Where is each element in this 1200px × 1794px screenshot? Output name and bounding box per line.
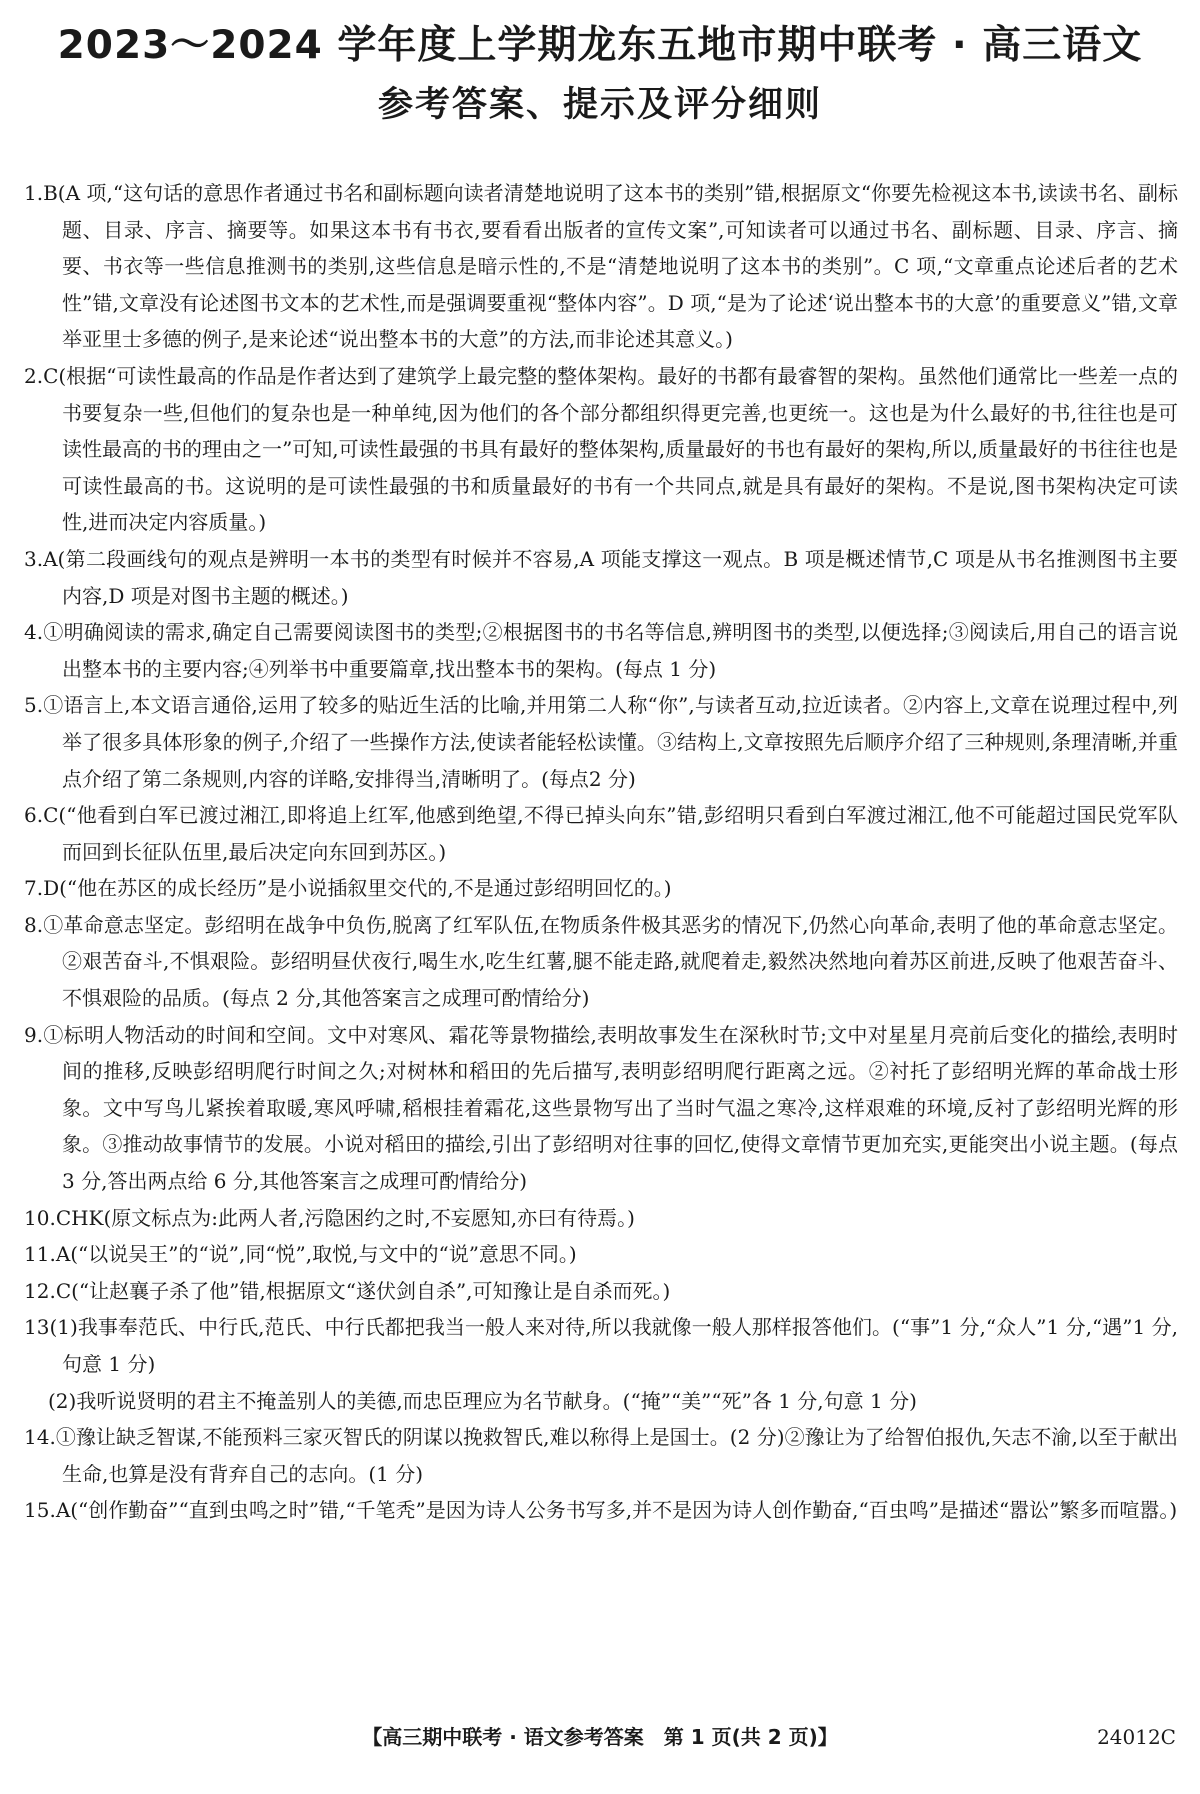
answer-item-6 bbox=[24, 797, 1178, 870]
answer-number: 8. bbox=[24, 912, 44, 937]
answer-text: A(“创作勤奋”“直到虫鸣之时”错,“千笔秃”是因为诗人公务书写多,并不是因为诗人创作勤奋,“百虫鸣”是描述“嚣讼”繁多而喧嚣。) bbox=[55, 1498, 1178, 1523]
answer-text: A(“以说吴王”的“说”,同“悦”,取悦,与文中的“说”意思不同。) bbox=[55, 1242, 577, 1267]
answer-text: ①语言上,本文语言通俗,运用了较多的贴近生活的比喻,并用第二人称“你”,与读者互动,拉近读者。②内容上,文章在说理过程中,列举了很多具体形象的例子,介绍了一些操作方法,使读者能轻松读懂。③结构上,文章按照先后顺序介绍了三种规则,条理清晰,并重点介绍了第二条规则,内容的详略,安排得当,清晰明了。(每点2 分) bbox=[43, 693, 1178, 791]
answer-text: A(第二段画线句的观点是辨明一本书的类型有时候并不容易,A 项能支撑这一观点。B 项是概述情节,C 项是从书名推测图书主要内容,D 项是对图书主题的概述。) bbox=[43, 546, 1178, 608]
answer-text: C(“他看到白军已渡过湘江,即将追上红军,他感到绝望,不得已掉头向东”错,彭绍明只看到白军渡过湘江,他不可能超过国民党军队而回到长征队伍里,最后决定向东回到苏区。) bbox=[43, 803, 1178, 864]
answer-text: D(“他在苏区的成长经历”是小说插叙里交代的,不是通过彭绍明回忆的。) bbox=[43, 876, 672, 901]
answer-text: ①明确阅读的需求,确定自己需要阅读图书的类型;②根据图书的书名等信息,辨明图书的类型,以便选择;③阅读后,用自己的语言说出整本书的主要内容;④列举书中重要篇章,找出整本书的架构。(每点 1 分) bbox=[43, 620, 1178, 681]
answer-item-5 bbox=[24, 687, 1178, 797]
answers-list bbox=[24, 175, 1178, 1529]
answer-item-14 bbox=[24, 1419, 1178, 1492]
answer-number: 6. bbox=[24, 803, 44, 828]
answer-number: 5. bbox=[24, 693, 44, 718]
answer-number: 3. bbox=[24, 546, 44, 571]
footer-code: 24012C bbox=[1097, 1725, 1176, 1749]
answer-number: 4. bbox=[24, 620, 44, 645]
answer-item-4 bbox=[24, 614, 1178, 687]
answer-item-7 bbox=[24, 870, 1178, 907]
answer-text: C(“让赵襄子杀了他”错,根据原文“遂伏剑自杀”,可知豫让是自杀而死。) bbox=[55, 1278, 671, 1303]
answer-item-10 bbox=[24, 1200, 1178, 1237]
answer-number: 15. bbox=[24, 1498, 56, 1523]
answer-number: 1. bbox=[24, 181, 44, 205]
answer-number: 9. bbox=[24, 1022, 44, 1047]
answer-number: 7. bbox=[24, 876, 44, 901]
page-subtitle: 参考答案、提示及评分细则 bbox=[377, 85, 822, 125]
page-footer bbox=[0, 1720, 1200, 1756]
answer-item-13 bbox=[24, 1309, 1178, 1382]
answer-number: 10. bbox=[24, 1205, 56, 1230]
answer-text: C(根据“可读性最高的作品是作者达到了建筑学上最完整的整体架构。最好的书都有最睿智的架构。虽然他们通常比一些差一点的书要复杂一些,但他们的复杂也是一种单纯,因为他们的各个部分都组织得更完善,也更统一。这也是为什么最好的书,往往也是可读性最高的书的理由之一”可知,可读性最强的书具有最好的整体架构,质量最好的书也有最好的架构,所以,质量最好的书往往也是可读性最高的书。这说明的是可读性最强的书和质量最好的书有一个共同点,就是具有最好的架构。不是说,图书架构决定可读性,进而决定内容质量。) bbox=[43, 363, 1178, 535]
page-title: 2023～2024 学年度上学期龙东五地市期中联考 · 高三语文 bbox=[57, 23, 1143, 68]
answer-item-3 bbox=[24, 541, 1178, 614]
answer-item-13-sub: (2)我听说贤明的君主不掩盖别人的美德,而忠臣理应为名节献身。(“掩”“美”“死”各 1 分,句意 1 分) bbox=[48, 1388, 917, 1413]
answer-text: B(A 项,“这句话的意思作者通过书名和副标题向读者清楚地说明了这本书的类别”错,根据原文“你要先检视这本书,读读书名、副标题、目录、序言、摘要等。如果这本书有书衣,要看看出版者的宣传文案”,可知读者可以通过书名、副标题、目录、序言、摘要、书衣等一些信息推测书的类别,这些信息是暗示性的,不是“清楚地说明了这本书的类别”。C 项,“文章重点论述后者的艺术性”错,文章没有论述图书文本的艺术性,而是强调要重视“整体内容”。D 项,“是为了论述‘说出整本书的大意’的重要意义”错,文章举亚里士多德的例子,是来论述“说出整本书的大意”的方法,而非论述其意义。) bbox=[43, 181, 1178, 352]
answer-item-15 bbox=[24, 1492, 1178, 1529]
answer-item-9 bbox=[24, 1017, 1178, 1200]
answer-item-11 bbox=[24, 1236, 1178, 1273]
answer-text: (1)我事奉范氏、中行氏,范氏、中行氏都把我当一般人来对待,所以我就像一般人那样报答他们。(“事”1 分,“众人”1 分,“遇”1 分,句意 1 分) bbox=[49, 1315, 1178, 1376]
answer-item-1 bbox=[24, 175, 1178, 358]
answer-item-8 bbox=[24, 907, 1178, 1017]
answer-item-12 bbox=[24, 1273, 1178, 1310]
answer-item-2 bbox=[24, 358, 1178, 541]
answer-text: ①豫让缺乏智谋,不能预料三家灭智氏的阴谋以挽救智氏,难以称得上是国士。(2 分)②豫让为了给智伯报仇,矢志不渝,以至于献出生命,也算是没有背弃自己的志向。(1 分) bbox=[55, 1425, 1178, 1486]
answer-text: ①革命意志坚定。彭绍明在战争中负伤,脱离了红军队伍,在物质条件极其恶劣的情况下,仍然心向革命,表明了他的革命意志坚定。②艰苦奋斗,不惧艰险。彭绍明昼伏夜行,喝生水,吃生红薯,腿不能走路,就爬着走,毅然决然地向着苏区前进,反映了他艰苦奋斗、不惧艰险的品质。(每点 2 分,其他答案言之成理可酌情给分) bbox=[43, 912, 1178, 1011]
footer-page-info: 【高三期中联考 · 语文参考答案 第 1 页(共 2 页)】 bbox=[362, 1725, 838, 1749]
answer-number: 14. bbox=[24, 1425, 56, 1450]
answer-text: ①标明人物活动的时间和空间。文中对寒风、霜花等景物描绘,表明故事发生在深秋时节;文中对星星月亮前后变化的描绘,表明时间的推移,反映彭绍明爬行时间之久;对树林和稻田的先后描写,表明彭绍明爬行距离之远。②衬托了彭绍明光辉的革命战士形象。文中写鸟儿紧挨着取暖,寒风呼啸,稻根挂着霜花,这些景物写出了当时气温之寒冷,这样艰难的环境,反衬了彭绍明光辉的形象。③推动故事情节的发展。小说对稻田的描绘,引出了彭绍明对往事的回忆,使得文章情节更加充实,更能突出小说主题。(每点 3 分,答出两点给 6 分,其他答案言之成理可酌情给分) bbox=[43, 1022, 1178, 1194]
answer-number: 11. bbox=[24, 1242, 56, 1267]
answer-text: CHK(原文标点为:此两人者,污隐困约之时,不妄愿知,亦曰有待焉。) bbox=[55, 1205, 635, 1230]
answer-number: 12. bbox=[24, 1278, 56, 1303]
answer-number: 13 bbox=[24, 1315, 50, 1340]
answer-number: 2. bbox=[24, 363, 44, 388]
